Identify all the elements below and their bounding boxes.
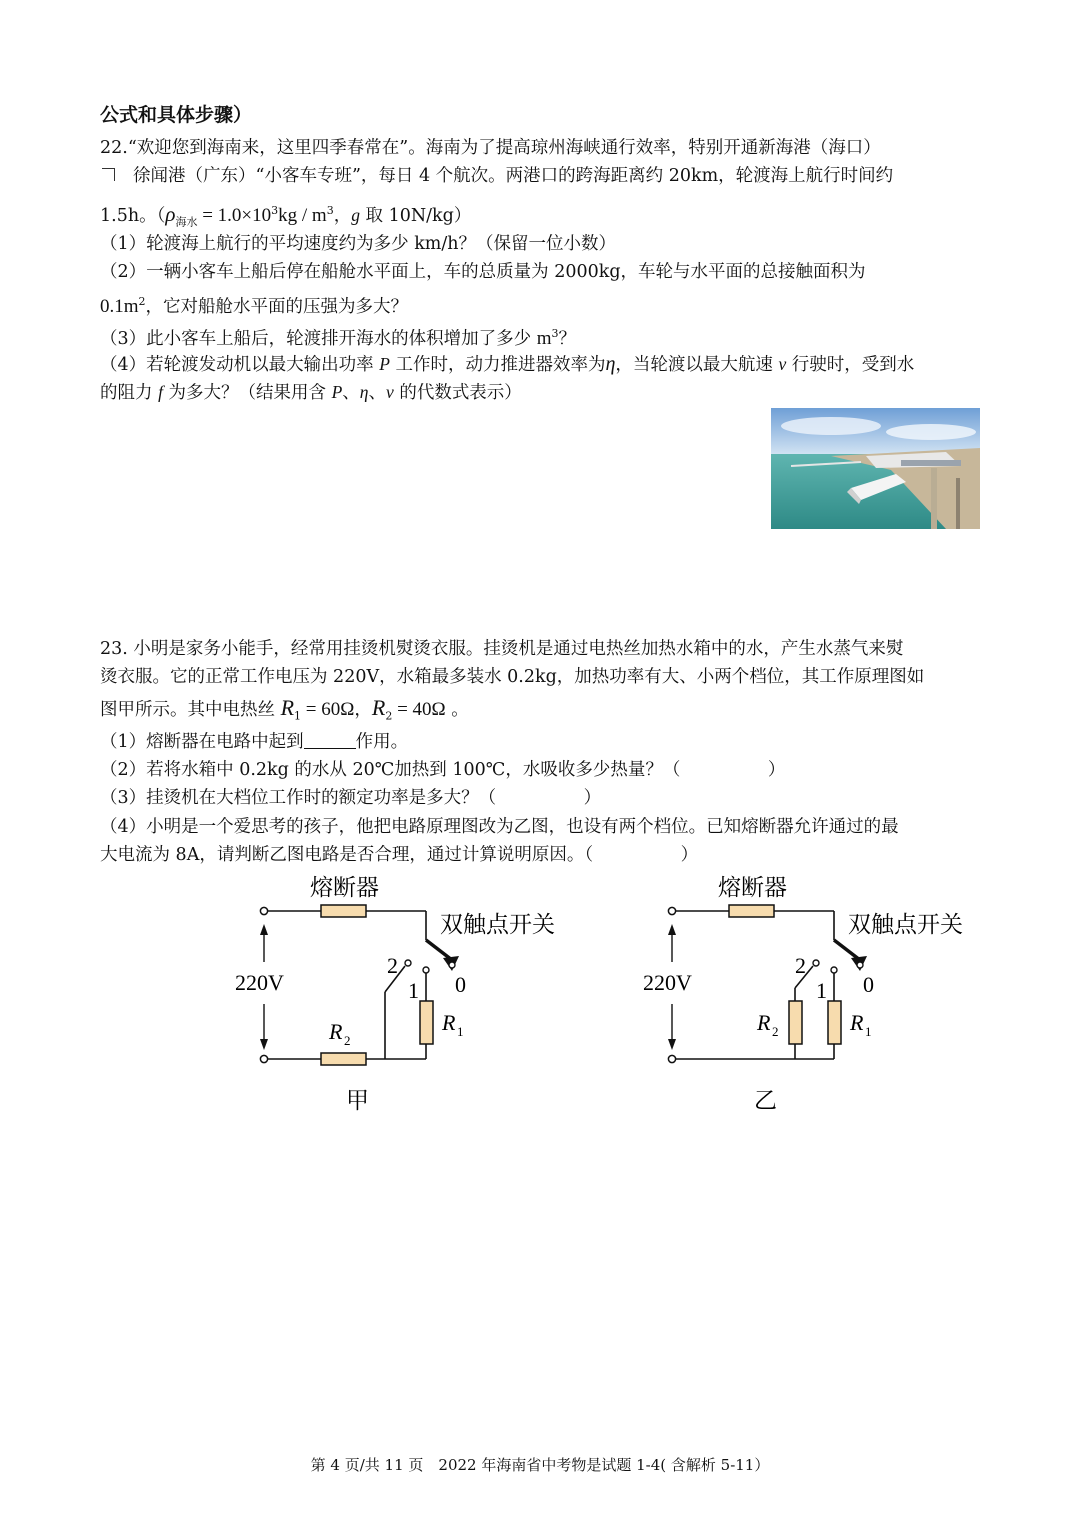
- q22-sub1: （1）轮渡海上航行的平均速度约为多少 km/h？（保留一位小数）: [100, 234, 617, 254]
- r2-label-sub: 2: [344, 1033, 351, 1048]
- q22-line3-start: 1.5h。（: [100, 205, 166, 226]
- contact-2: [813, 960, 819, 966]
- resistor-r2: [321, 1053, 366, 1065]
- contact-1: [423, 967, 429, 973]
- q23-sub1-end: 作用。: [355, 732, 409, 752]
- contact-1-label: 1: [408, 978, 419, 1003]
- q23-line3-end: 。: [445, 700, 469, 720]
- q22-s4b-t3: 、: [342, 383, 360, 403]
- q22-s4-t2: 工作时，动力推进器效率为: [389, 355, 606, 375]
- q22-sub4-line1: [100, 352, 914, 377]
- resistor-r2: [789, 1001, 802, 1044]
- q23-sub2: （2）若将水箱中 0.2kg 的水从 20℃加热到 100℃，水吸收多少热量？（ ）: [100, 760, 786, 780]
- box-glyph: [102, 168, 115, 181]
- r1-label-sub: 1: [865, 1024, 872, 1039]
- switch-label: 双触点开关: [440, 912, 555, 938]
- r2-value: = 40Ω: [392, 699, 446, 720]
- contact-2-label: 2: [795, 953, 806, 978]
- terminal-bottom: [668, 1055, 675, 1062]
- voltage-label: 220V: [643, 970, 692, 995]
- q23-line3-text: 图甲所示。其中电热丝: [100, 700, 281, 720]
- speed-symbol-2: v: [385, 382, 394, 402]
- r1-symbol: R: [280, 695, 295, 720]
- caption-jia: 甲: [346, 1088, 369, 1114]
- density-unit-exponent: 3: [326, 204, 334, 217]
- r2-label: R: [329, 1019, 343, 1044]
- g-symbol: g: [351, 204, 360, 225]
- q23-sub1: [100, 730, 408, 754]
- q22-line3: [100, 199, 471, 234]
- q23-sub3: （3）挂烫机在大档位工作时的额定功率是多大？（ ）: [100, 788, 602, 808]
- q22-sub2-line2: [100, 290, 408, 319]
- q23-sub4-line1: （4）小明是一个爱思考的孩子，他把电路原理图改为乙图，也设有两个档位。已知熔断器允许通过的最: [100, 817, 899, 837]
- contact-0-label: 0: [863, 972, 874, 997]
- q23-line1: 23. 小明是家务小能手，经常用挂烫机熨烫衣服。挂烫机是通过电热丝加热水箱中的水，产生水蒸气来熨: [100, 639, 904, 659]
- q23-sep: ，: [354, 700, 372, 720]
- q23-sub4-line2: 大电流为 8A，请判断乙图电路是否合理，通过计算说明原因。（ ）: [100, 845, 699, 865]
- answer-blank[interactable]: [304, 732, 356, 749]
- q22-sub3: [100, 322, 576, 351]
- area-exponent: 2: [138, 295, 146, 308]
- efficiency-symbol: η: [605, 353, 616, 375]
- contact-0-label: 0: [455, 972, 466, 997]
- caption-yi: 乙: [754, 1088, 777, 1114]
- q22-s4-t4: 行驶时，受到水: [786, 355, 915, 375]
- efficiency-symbol-2: η: [359, 382, 369, 402]
- r1-label-sub: 1: [457, 1024, 464, 1039]
- q22-s4b-t4: 、: [368, 383, 386, 403]
- resistor-r1: [828, 1001, 841, 1044]
- volume-exponent: 3: [551, 327, 559, 340]
- q22-s4-t1: （4）若轮渡发动机以最大输出功率: [100, 355, 380, 375]
- resistance-force-symbol: f: [158, 382, 163, 402]
- q22-line1: 22.“欢迎您到海南来，这里四季春常在”。海南为了提高琼州海峡通行效率，特别开通新海港（海口）: [100, 138, 881, 158]
- switch-blade: [426, 940, 452, 960]
- q22-sub2-line1: （2）一辆小客车上船后停在船舱水平面上，车的总质量为 2000kg，车轮与水平面的总接触面积为: [100, 262, 866, 282]
- voltage-label: 220V: [235, 970, 284, 995]
- density-exponent: 3: [271, 204, 279, 217]
- q23-line2: 烫衣服。它的正常工作电压为 220V，水箱最多装水 0.2kg，加热功率有大、小两个档位，其工作原理图如: [100, 667, 925, 687]
- r2-subscript: 2: [385, 709, 393, 723]
- section-header: 公式和具体步骤）: [100, 104, 253, 126]
- rho-symbol: ρ: [165, 201, 176, 226]
- q22-line2: [100, 164, 893, 188]
- resistor-r1: [420, 1001, 433, 1044]
- fuse: [321, 905, 366, 917]
- q22-s4b-t5: 的代数式表示）: [393, 383, 522, 403]
- q22-sub3-end: ？: [558, 328, 576, 349]
- page-footer: 第 4 页/共 11 页 2022 年海南省中考物是试题 1-4( 含解析 5-11）: [310, 1456, 770, 1474]
- terminal-top: [260, 907, 267, 914]
- density-value: = 1.0×10: [197, 204, 272, 226]
- contact-1: [831, 967, 837, 973]
- r1-subscript: 1: [294, 709, 302, 723]
- q22-s4b-t2: 为多大？（结果用含: [162, 383, 332, 403]
- fuse-label: 熔断器: [310, 875, 379, 901]
- speed-symbol: v: [778, 354, 787, 374]
- rho-subscript: 海水: [175, 215, 198, 229]
- q22-sub2-line2-text: ，它对船舱水平面的压强为多大？: [145, 296, 409, 317]
- q22-s4-t3: ，当轮渡以最大航速: [615, 355, 779, 375]
- q22-sub4-line2: [100, 380, 522, 405]
- q22-line3-end: 取 10N/kg）: [359, 205, 472, 226]
- contact-2: [405, 960, 411, 966]
- area-value: 0.1m: [100, 295, 139, 317]
- q22-s4b-t1: 的阻力: [100, 383, 159, 403]
- r2-symbol: R: [371, 695, 386, 720]
- contact-2-label: 2: [387, 953, 398, 978]
- volume-unit: m: [536, 327, 552, 349]
- power-symbol-2: P: [331, 382, 343, 402]
- terminal-bottom: [260, 1055, 267, 1062]
- fuse-label: 熔断器: [718, 875, 787, 901]
- fuse: [729, 905, 774, 917]
- r2-label: R: [757, 1010, 771, 1035]
- r1-label: R: [442, 1010, 456, 1035]
- q23-sub1-text: （1）熔断器在电路中起到: [100, 732, 304, 752]
- r2-label-sub: 2: [772, 1024, 779, 1039]
- power-symbol: P: [379, 354, 390, 374]
- switch-blade: [834, 940, 860, 960]
- port-photo: [771, 408, 980, 529]
- q22-sub3-text: （3）此小客车上船后，轮渡排开海水的体积增加了多少: [100, 328, 537, 349]
- r1-label: R: [850, 1010, 864, 1035]
- density-unit: kg / m: [278, 204, 327, 226]
- q22-line2-text: 徐闻港（广东）“小客车专班”，每日 4 个航次。两港口的跨海距离约 20km，轮渡海上航行时间约: [133, 166, 894, 186]
- switch-label: 双触点开关: [848, 912, 963, 938]
- terminal-top: [668, 907, 675, 914]
- circuit-diagram-jia: [230, 872, 590, 1122]
- r1-value: = 60Ω: [301, 699, 355, 720]
- q23-line3: [100, 696, 469, 729]
- q22-line3-comma: ，: [333, 205, 352, 226]
- circuit-diagram-yi: [638, 872, 998, 1122]
- contact-1-label: 1: [816, 978, 827, 1003]
